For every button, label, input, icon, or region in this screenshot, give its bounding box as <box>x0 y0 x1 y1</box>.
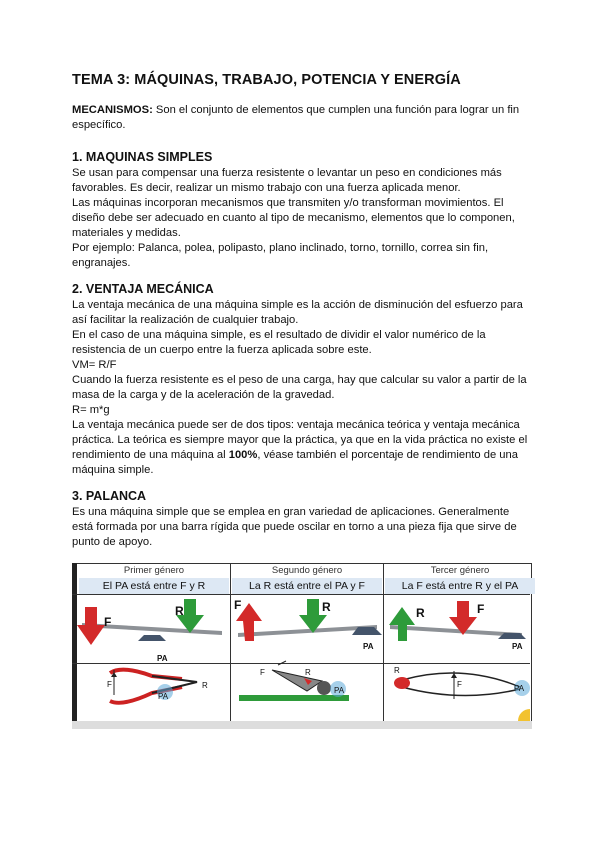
tweezers-f-label: F <box>457 680 462 689</box>
fulcrum-wedge <box>138 635 166 641</box>
text-line: máquina simple. <box>72 464 154 476</box>
fulcrum-label: PA <box>512 642 523 651</box>
nutcracker-example <box>239 661 349 701</box>
resistance-label: R <box>416 606 425 620</box>
pliers-pa-label: PA <box>158 692 169 701</box>
text-line: Se usan para compensar una fuerza resistente o levantar un peso en condiciones más <box>72 167 502 179</box>
object-red <box>394 677 410 689</box>
text-line: Por ejemplo: Palanca, polea, polipasto, plano inclinado, torno, tornillo, correa sin fin, <box>72 242 489 254</box>
yellow-corner <box>518 709 530 721</box>
second-class-lever <box>234 598 382 651</box>
lever-types-figure <box>72 563 532 729</box>
wheel-f-label: F <box>260 668 265 677</box>
lever-bar <box>82 623 222 635</box>
section-heading-ventaja-mecanica: 2. VENTAJA MECÁNICA <box>72 282 214 296</box>
text-line: materiales y medidas. <box>72 227 181 239</box>
section2-body <box>72 298 532 478</box>
mecanismos-text-line2: específico. <box>72 119 126 131</box>
figure-bottom-strip <box>72 721 532 729</box>
force-label: F <box>104 615 112 629</box>
text-line <box>72 448 532 463</box>
tweezers-example <box>394 666 530 721</box>
section-heading-palanca: 3. PALANCA <box>72 489 147 503</box>
third-class-lever <box>389 601 526 651</box>
fulcrum-label: PA <box>157 654 168 663</box>
column-header-segundo-genero: Segundo género <box>271 565 343 576</box>
column-subtitle-segundo: La R está entre el PA y F <box>232 578 382 594</box>
text-line: La ventaja mecánica de una máquina simple es la acción de disminución del esfuerzo para <box>72 299 523 311</box>
text-line: En el caso de una máquina simple, es el resultado de dividir el valor numérico de la <box>72 329 486 341</box>
force-label: F <box>477 602 485 616</box>
text-fragment: rendimiento de una máquina al <box>72 449 229 461</box>
pliers-r-label: R <box>202 681 208 690</box>
wheel-pa-label: PA <box>334 686 345 695</box>
section3-body <box>72 505 532 550</box>
section-heading-maquinas-simples: 1. MAQUINAS SIMPLES <box>72 150 213 164</box>
text-line: engranajes. <box>72 257 131 269</box>
text-fragment: , véase también el porcentaje de rendimiento de una <box>257 449 518 461</box>
tweezers-pa-label: PA <box>514 684 525 693</box>
first-class-lever <box>77 599 222 663</box>
resistance-label: R <box>175 604 184 618</box>
text-line: La ventaja mecánica puede ser de dos tipos: ventaja mecánica teórica y ventaja mecánica <box>72 419 520 431</box>
mecanismos-paragraph <box>72 103 532 133</box>
lever-illustrations <box>72 563 530 721</box>
text-line: Es una máquina simple que se emplea en gran variedad de aplicaciones. Generalmente <box>72 506 510 518</box>
text-line: Cuando la fuerza resistente es el peso de una carga, hay que calcular su valor a partir de la <box>72 374 527 386</box>
column-subtitle-primer: El PA está entre F y R <box>79 578 229 594</box>
pliers-f-label: F <box>107 680 112 689</box>
text-line: está formada por una barra rígida que puede oscilar en torno a una pieza fija que sirve de <box>72 521 517 533</box>
ground-bar <box>239 695 349 701</box>
text-line: así facilitar la realización de cualquier trabajo. <box>72 314 299 326</box>
text-line: práctica. La teórica es siempre mayor que la práctica, ya que en la vida práctica no existe el <box>72 434 528 446</box>
tweezers-r-label: R <box>394 666 400 675</box>
mecanismos-term: MECANISMOS: <box>72 104 153 116</box>
force-arrow-green <box>389 607 415 641</box>
text-line: favorables. Es decir, realizar un mismo trabajo con una fuerza aplicada menor. <box>72 182 461 194</box>
formula-r: R= m*g <box>72 404 110 416</box>
force-label: F <box>234 598 242 612</box>
fulcrum-label: PA <box>363 642 374 651</box>
section1-body <box>72 166 532 271</box>
column-header-primer-genero: Primer género <box>123 565 185 576</box>
resistance-label: R <box>322 600 331 614</box>
text-line: Las máquinas incorporan mecanismos que transmiten y/o transforman movimientos. El <box>72 197 504 209</box>
text-line: punto de apoyo. <box>72 536 153 548</box>
mecanismos-text-line1: Son el conjunto de elementos que cumplen una función para lograr un fin <box>152 104 520 116</box>
wheel-r-label: R <box>305 668 311 677</box>
column-subtitle-tercer: La F está entre R y el PA <box>385 578 535 594</box>
force-arrow-red <box>77 607 105 645</box>
pliers-example <box>107 670 208 703</box>
bold-percent: 100% <box>228 449 258 461</box>
formula-vm: VM= R/F <box>72 359 117 371</box>
text-line: diseño debe ser adecuado en cuanto al tipo de mecanismo, elementos que lo componen, <box>72 212 515 224</box>
column-header-tercer-genero: Tercer género <box>430 565 490 576</box>
text-line: resistencia de un cuerpo entre la fuerza aplicada sobre este. <box>72 344 372 356</box>
page-title: TEMA 3: MÁQUINAS, TRABAJO, POTENCIA Y ENERGÍA <box>72 72 461 88</box>
text-line: masa de la carga y de la aceleración de la gravedad. <box>72 389 335 401</box>
